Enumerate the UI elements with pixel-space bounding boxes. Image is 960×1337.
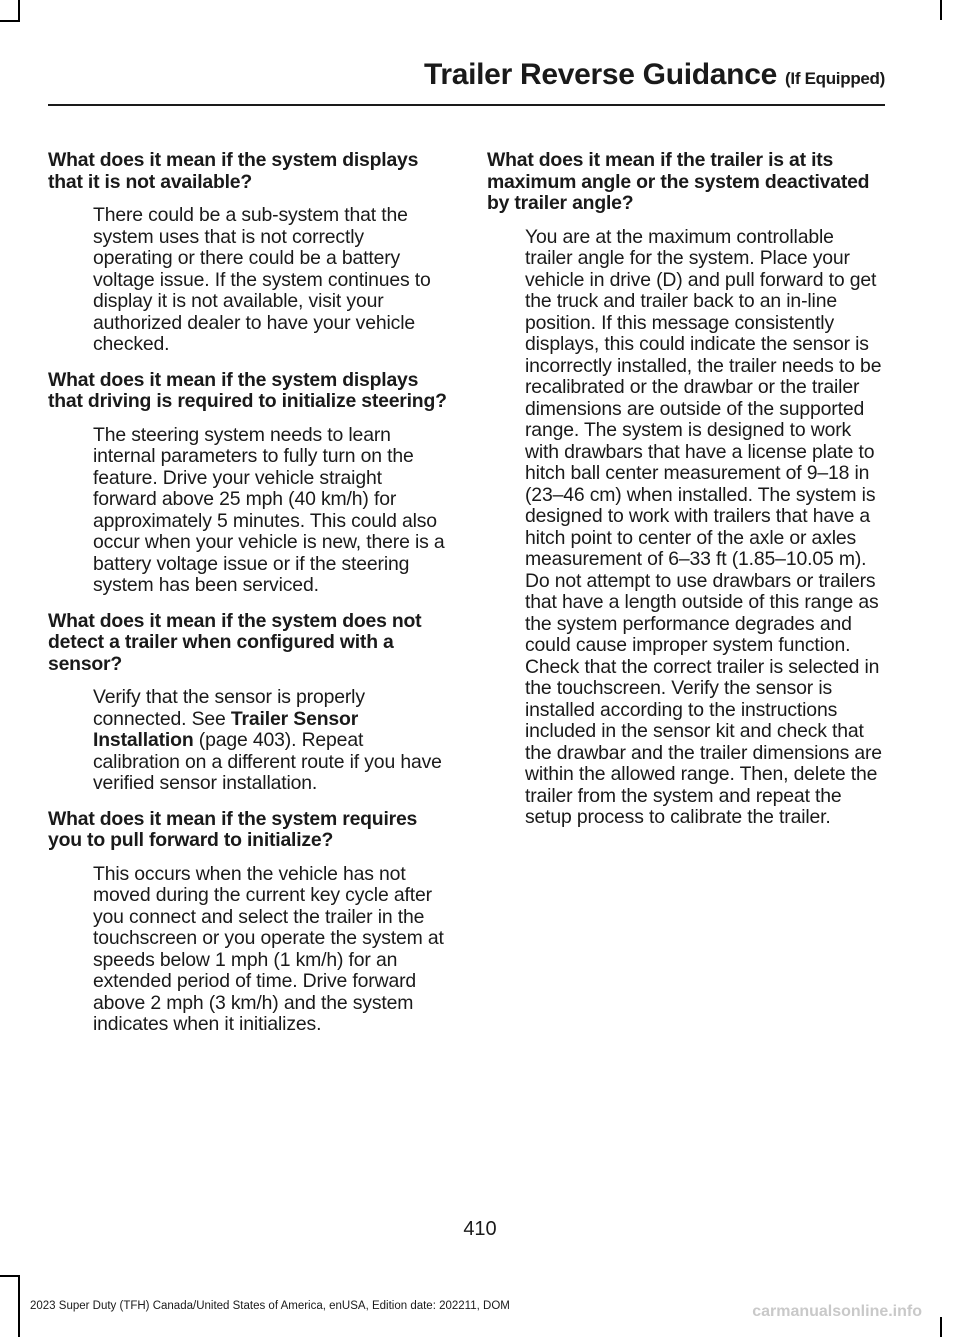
answer-text: Repeat calibration on a different route if you have verified sensor installation. (93, 729, 442, 794)
header-divider (48, 104, 885, 106)
page-reference: (page 403). (193, 729, 297, 751)
faq-answer: This occurs when the vehicle has not moved during the current key cycle after you connect and select the trailer in the touchscreen or you operate the system at speeds below 1 mph (1 km/h) for an extended period of time. Drive forward above 2 mph (3 km/h) and the system indicates when it initializes. (93, 862, 444, 1035)
answer-text: Verify that the sensor is properly connected. See (93, 686, 365, 730)
page-header (48, 58, 885, 92)
faq-item (487, 150, 882, 829)
watermark: carmanualsonline.info (752, 1303, 922, 1320)
crop-mark (0, 1275, 20, 1277)
faq-answer: You are at the maximum controllable trailer angle for the system. Place your vehicle in drive (D) and pull forward to get the truck and trailer back to an in-line position. If this message consistently displays, this could indicate the sensor is incorrectly installed, the trailer needs to be recalibrated or the drawbar or the trailer dimensions are outside of the supported range. The system is designed to work with drawbars that have a license plate to hitch ball center measurement of 9–18 in (23–46 cm) when installed. The system is designed to work with trailers that have a hitch point to center of the axle or axles measurement of 6–33 ft (1.85–10.05 m). Do not attempt to use drawbars or trailers that have a length outside of this range as the system performance degrades and could cause improper system function. Check that the correct trailer is selected in the touchscreen. Verify the sensor is installed according to the instructions included in the sensor kit and check that the drawbar and the trailer dimensions are within the allowed range. Then, delete the trailer from the system and repeat the setup process to calibrate the trailer. (525, 225, 882, 828)
faq-item (48, 370, 448, 597)
faq-answer: There could be a sub-system that the system uses that is not correctly operating or there could be a battery voltage issue. If the system continues to display it is not available, visit your authorized dealer to have your vehicle checked. (93, 204, 431, 355)
faq-item (48, 150, 448, 356)
right-column (487, 150, 882, 843)
crop-mark (18, 0, 20, 20)
edition-footer: 2023 Super Duty (TFH) Canada/United States of America, enUSA, Edition date: 202211, DOM (30, 1300, 510, 1312)
faq-item (48, 611, 448, 795)
faq-question: What does it mean if the system does not detect a trailer when configured with a sensor? (48, 609, 422, 675)
crop-mark (940, 1317, 942, 1337)
page-title: Trailer Reverse Guidance (423, 58, 777, 91)
faq-answer: The steering system needs to learn internal parameters to fully turn on the feature. Drive your vehicle straight forward above 25 mph (40 km/h) for approximately 5 minutes. This could also occur when your vehicle is new, there is a battery voltage issue or if the steering system has been serviced. (93, 423, 445, 596)
faq-question: What does it mean if the trailer is at its maximum angle or the system deactivated by trailer angle? (487, 149, 870, 214)
faq-question: What does it mean if the system requires you to pull forward to initialize? (48, 807, 418, 851)
crop-mark (0, 20, 20, 22)
page-number: 410 (463, 1218, 497, 1240)
crop-mark (940, 0, 942, 20)
left-column (48, 150, 448, 1050)
cross-reference-link[interactable]: Trailer Sensor Installation (93, 707, 359, 751)
faq-answer (93, 687, 448, 795)
faq-question: What does it mean if the system displays that driving is required to initialize steering? (48, 368, 447, 412)
faq-item (48, 809, 448, 1036)
crop-mark (18, 1277, 20, 1337)
faq-question: What does it mean if the system displays that it is not available? (48, 149, 419, 193)
page-title-tag: (If Equipped) (785, 69, 885, 88)
